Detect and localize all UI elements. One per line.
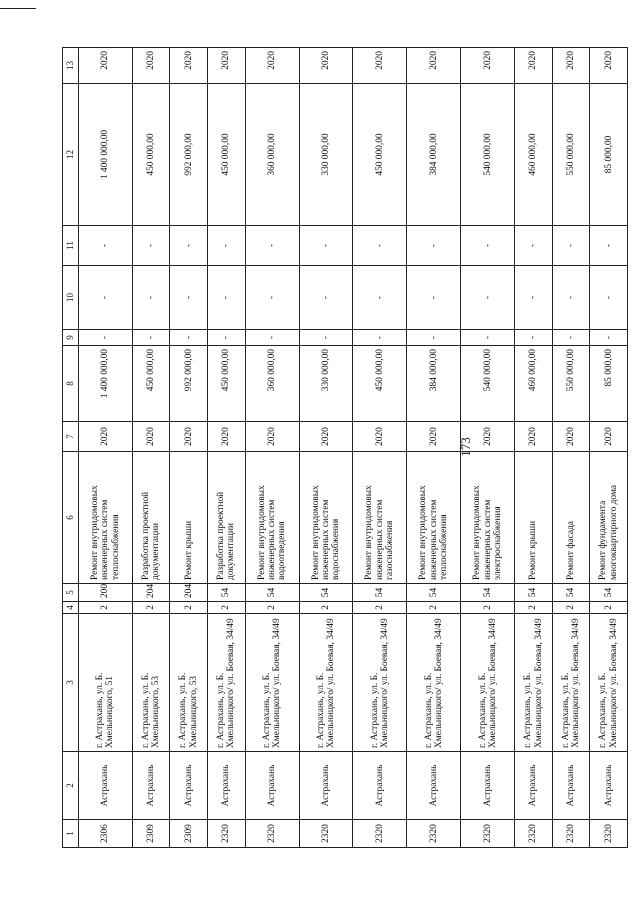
cell-work-type: Ремонт фундамента многоквартирного дома <box>590 452 628 584</box>
cell-work-type: Ремонт внутридомовых инженерных систем водоснабжения <box>299 452 353 584</box>
cell-col10: - <box>79 266 133 330</box>
cell-col9: - <box>245 330 299 346</box>
cell-address: г. Астрахань, ул. Б. Хмельницкого/ ул. Боевая, 34/49 <box>552 614 590 752</box>
cell-col9: - <box>552 330 590 346</box>
cell-col10: - <box>170 266 208 330</box>
column-header-6: 6 <box>63 452 79 584</box>
cell-cost: 450 000,00 <box>353 346 407 422</box>
cell-col9: - <box>353 330 407 346</box>
cell-col11: - <box>299 226 353 266</box>
cell-address: г. Астрахань, ул. Б. Хмельницкого/ ул. Боевая, 34/49 <box>590 614 628 752</box>
cell-col10: - <box>245 266 299 330</box>
cell-col11: - <box>515 226 553 266</box>
cell-municipality: Астрахань <box>353 752 407 820</box>
cell-completion-year: 2020 <box>208 48 246 84</box>
cell-col10: - <box>208 266 246 330</box>
cell-floors-col4: 2 <box>353 602 407 614</box>
cell-code: 2309 <box>132 820 170 848</box>
cell-cost: 550 000,00 <box>552 346 590 422</box>
cell-col5-number: 204 <box>132 584 170 602</box>
cell-municipality: Астрахань <box>407 752 461 820</box>
cell-col10: - <box>299 266 353 330</box>
table-row <box>132 48 170 848</box>
column-header-2: 2 <box>63 752 79 820</box>
cell-year: 2020 <box>552 422 590 452</box>
cell-col9: - <box>132 330 170 346</box>
table-row <box>245 48 299 848</box>
cell-year: 2020 <box>208 422 246 452</box>
cell-col10: - <box>407 266 461 330</box>
cell-address: г. Астрахань, ул. Б. Хмельницкого/ ул. Боевая, 34/49 <box>407 614 461 752</box>
cell-total-cost: 384 000,00 <box>407 84 461 226</box>
cell-work-type: Ремонт крыши <box>170 452 208 584</box>
cell-address: г. Астрахань, ул. Б. Хмельницкого/ ул. Боевая, 34/49 <box>299 614 353 752</box>
cell-col5-number: 54 <box>515 584 553 602</box>
rotated-table-container <box>62 51 628 848</box>
cell-col5-number: 54 <box>407 584 461 602</box>
cell-col9: - <box>79 330 133 346</box>
column-header-4: 4 <box>63 602 79 614</box>
cell-work-type: Ремонт внутридомовых инженерных систем теплоснабжения <box>79 452 133 584</box>
column-header-12: 12 <box>63 84 79 226</box>
cell-code: 2320 <box>299 820 353 848</box>
cell-year: 2020 <box>353 422 407 452</box>
cell-completion-year: 2020 <box>170 48 208 84</box>
cell-total-cost: 85 000,00 <box>590 84 628 226</box>
corner-rule <box>0 8 36 9</box>
table-row <box>590 48 628 848</box>
column-header-13: 13 <box>63 48 79 84</box>
cell-completion-year: 2020 <box>407 48 461 84</box>
cell-col9: - <box>299 330 353 346</box>
cell-cost: 330 000,00 <box>299 346 353 422</box>
cell-floors-col4: 2 <box>79 602 133 614</box>
cell-municipality: Астрахань <box>79 752 133 820</box>
cell-work-type: Ремонт крыши <box>515 452 553 584</box>
cell-col9: - <box>515 330 553 346</box>
cell-code: 2320 <box>515 820 553 848</box>
cell-total-cost: 550 000,00 <box>552 84 590 226</box>
cell-address: г. Астрахань, ул. Б. Хмельницкого/ ул. Боевая, 34/49 <box>245 614 299 752</box>
cell-col11: - <box>407 226 461 266</box>
cell-cost: 450 000,00 <box>132 346 170 422</box>
cell-address: г. Астрахань, ул. Б. Хмельницкого/ ул. Боевая, 34/49 <box>353 614 407 752</box>
cell-floors-col4: 2 <box>132 602 170 614</box>
cell-address: г. Астрахань, ул. Б. Хмельницкого/ ул. Боевая, 34/49 <box>515 614 553 752</box>
column-header-3: 3 <box>63 614 79 752</box>
column-header-9: 9 <box>63 330 79 346</box>
cell-municipality: Астрахань <box>515 752 553 820</box>
cell-floors-col4: 2 <box>245 602 299 614</box>
cell-col11: - <box>353 226 407 266</box>
cell-completion-year: 2020 <box>299 48 353 84</box>
cell-cost: 85 000,00 <box>590 346 628 422</box>
cell-code: 2320 <box>552 820 590 848</box>
cell-col5-number: 54 <box>245 584 299 602</box>
cell-cost: 992 000,00 <box>170 346 208 422</box>
column-header-7: 7 <box>63 422 79 452</box>
table-body <box>79 48 628 848</box>
cell-floors-col4: 2 <box>590 602 628 614</box>
cell-col5-number: 54 <box>299 584 353 602</box>
cell-total-cost: 450 000,00 <box>353 84 407 226</box>
cell-code: 2320 <box>407 820 461 848</box>
cell-col5-number: 204 <box>170 584 208 602</box>
cell-code: 2320 <box>353 820 407 848</box>
cell-col10: - <box>515 266 553 330</box>
cell-year: 2020 <box>132 422 170 452</box>
cell-total-cost: 450 000,00 <box>208 84 246 226</box>
cell-work-type: Разработка проектной документации <box>132 452 170 584</box>
column-header-1: 1 <box>63 820 79 848</box>
cell-floors-col4: 2 <box>299 602 353 614</box>
table-row <box>208 48 246 848</box>
cell-col11: - <box>552 226 590 266</box>
repair-program-table <box>62 47 628 848</box>
cell-cost: 1 400 000,00 <box>79 346 133 422</box>
table-row <box>552 48 590 848</box>
cell-total-cost: 330 000,00 <box>299 84 353 226</box>
cell-municipality: Астрахань <box>245 752 299 820</box>
cell-col11: - <box>170 226 208 266</box>
cell-work-type: Разработка проектной документации <box>208 452 246 584</box>
cell-code: 2320 <box>590 820 628 848</box>
cell-work-type: Ремонт внутридомовых инженерных систем газоснабжения <box>353 452 407 584</box>
cell-total-cost: 1 400 000,00 <box>79 84 133 226</box>
cell-col5-number: 54 <box>552 584 590 602</box>
cell-address: г. Астрахань, ул. Б. Хмельницкого, 51 <box>79 614 133 752</box>
cell-work-type: Ремонт внутридомовых инженерных систем теплоснабжения <box>407 452 461 584</box>
cell-completion-year: 2020 <box>590 48 628 84</box>
cell-address: г. Астрахань, ул. Б. Хмельницкого, 53 <box>132 614 170 752</box>
table-row <box>79 48 133 848</box>
cell-year: 2020 <box>407 422 461 452</box>
column-header-8: 8 <box>63 346 79 422</box>
cell-year: 2020 <box>245 422 299 452</box>
table-row <box>299 48 353 848</box>
cell-col9: - <box>590 330 628 346</box>
cell-completion-year: 2020 <box>245 48 299 84</box>
cell-municipality: Астрахань <box>461 752 515 820</box>
cell-year: 2020 <box>461 422 515 452</box>
cell-floors-col4: 2 <box>461 602 515 614</box>
cell-col5-number: 200 <box>79 584 133 602</box>
cell-year: 2020 <box>299 422 353 452</box>
cell-col9: - <box>170 330 208 346</box>
cell-address: г. Астрахань, ул. Б. Хмельницкого/ ул. Боевая, 34/49 <box>461 614 515 752</box>
cell-total-cost: 450 000,00 <box>132 84 170 226</box>
cell-municipality: Астрахань <box>590 752 628 820</box>
cell-completion-year: 2020 <box>515 48 553 84</box>
cell-year: 2020 <box>515 422 553 452</box>
table-row <box>515 48 553 848</box>
header-row <box>63 48 79 848</box>
cell-total-cost: 540 000,00 <box>461 84 515 226</box>
cell-cost: 384 000,00 <box>407 346 461 422</box>
cell-col11: - <box>461 226 515 266</box>
cell-total-cost: 360 000,00 <box>245 84 299 226</box>
cell-code: 2320 <box>208 820 246 848</box>
column-header-5: 5 <box>63 584 79 602</box>
cell-col11: - <box>79 226 133 266</box>
cell-year: 2020 <box>170 422 208 452</box>
table-row <box>407 48 461 848</box>
cell-col10: - <box>552 266 590 330</box>
cell-municipality: Астрахань <box>132 752 170 820</box>
cell-col5-number: 54 <box>461 584 515 602</box>
cell-col9: - <box>461 330 515 346</box>
table-row <box>353 48 407 848</box>
cell-floors-col4: 2 <box>515 602 553 614</box>
cell-col10: - <box>353 266 407 330</box>
cell-work-type: Ремонт фасада <box>552 452 590 584</box>
cell-col10: - <box>132 266 170 330</box>
cell-address: г. Астрахань, ул. Б. Хмельницкого/ ул. Боевая, 34/49 <box>208 614 246 752</box>
cell-cost: 450 000,00 <box>208 346 246 422</box>
table-row <box>170 48 208 848</box>
cell-completion-year: 2020 <box>461 48 515 84</box>
cell-floors-col4: 2 <box>208 602 246 614</box>
cell-cost: 360 000,00 <box>245 346 299 422</box>
cell-address: г. Астрахань, ул. Б. Хмельницкого, 53 <box>170 614 208 752</box>
cell-col5-number: 54 <box>208 584 246 602</box>
cell-completion-year: 2020 <box>353 48 407 84</box>
cell-col11: - <box>208 226 246 266</box>
cell-total-cost: 460 000,00 <box>515 84 553 226</box>
cell-floors-col4: 2 <box>407 602 461 614</box>
cell-code: 2309 <box>170 820 208 848</box>
cell-work-type: Ремонт внутридомовых инженерных систем электроснабжения <box>461 452 515 584</box>
cell-municipality: Астрахань <box>299 752 353 820</box>
cell-completion-year: 2020 <box>79 48 133 84</box>
cell-work-type: Ремонт внутридомовых инженерных систем водоотведения <box>245 452 299 584</box>
cell-year: 2020 <box>590 422 628 452</box>
cell-col11: - <box>132 226 170 266</box>
cell-col10: - <box>590 266 628 330</box>
cell-floors-col4: 2 <box>170 602 208 614</box>
cell-col10: - <box>461 266 515 330</box>
cell-cost: 540 000,00 <box>461 346 515 422</box>
cell-municipality: Астрахань <box>552 752 590 820</box>
cell-code: 2306 <box>79 820 133 848</box>
column-header-11: 11 <box>63 226 79 266</box>
cell-col11: - <box>245 226 299 266</box>
cell-floors-col4: 2 <box>552 602 590 614</box>
cell-cost: 460 000,00 <box>515 346 553 422</box>
cell-code: 2320 <box>245 820 299 848</box>
cell-completion-year: 2020 <box>132 48 170 84</box>
cell-total-cost: 992 000,00 <box>170 84 208 226</box>
cell-col5-number: 54 <box>353 584 407 602</box>
column-header-10: 10 <box>63 266 79 330</box>
cell-col9: - <box>407 330 461 346</box>
cell-col5-number: 54 <box>590 584 628 602</box>
cell-municipality: Астрахань <box>208 752 246 820</box>
cell-code: 2320 <box>461 820 515 848</box>
table-row <box>461 48 515 848</box>
cell-col11: - <box>590 226 628 266</box>
cell-year: 2020 <box>79 422 133 452</box>
cell-municipality: Астрахань <box>170 752 208 820</box>
cell-col9: - <box>208 330 246 346</box>
cell-completion-year: 2020 <box>552 48 590 84</box>
page-number: 173 <box>458 437 473 457</box>
